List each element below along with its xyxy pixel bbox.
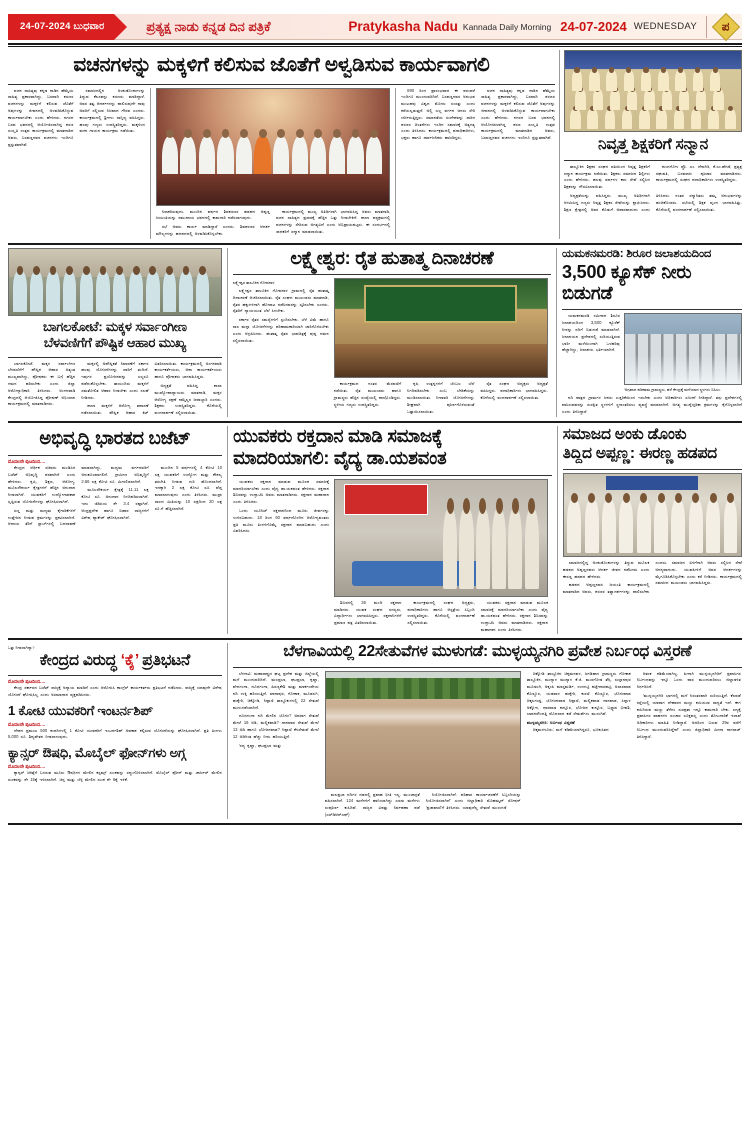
appanna-headline-line2: ತಿದ್ದಿದ ಅಪ್ಪಣ್ಣ: ಈರಣ್ಣ ಹಡಪದ xyxy=(562,445,717,463)
top-vrule xyxy=(559,50,560,239)
bk-para-4: ಅಧ್ಯಕ್ಷತೆ ವಹಿಸಿದ್ದ ಶಾಲಾ ಮುಖ್ಯೋಪಾಧ್ಯಾಯರು ಮಾತನಾಡಿ, ಮಕ್ಕಳ ಆರೋಗ್ಯ ರಕ್ಷಣೆ ನಮ್ಮೆಲ್ಲರ ಜವಾಬ್ದಾರಿ ಎಂದರು. ಶಿಕ್ಷಕರು ಉಪಸ್ಥಿತರಿದ್ದರು. ಕೊನೆಯಲ್ಲಿ ವಂದನಾರ್ಪಣೆ ಸಲ್ಲಿಸಲಾಯಿತು. xyxy=(154,383,222,416)
top-block xyxy=(8,50,742,239)
internship-headline: 1 ಕೋಟಿ ಯುವಕರಿಗೆ ಇಂಟರ್ನಶಿಪ್ xyxy=(8,702,153,718)
lead-headline: ವಚನಗಳನ್ನು ಮಕ್ಕಳಿಗೆ ಕಲಿಸುವ ಜೊತೆಗೆ ಅಳ್ವಡಿಸುವ ಕಾರ್ಯವಾಗಲಿ xyxy=(73,54,490,76)
masthead-rule-thin xyxy=(8,46,742,47)
lead-col-left xyxy=(8,88,145,239)
lakshmeshwar-story xyxy=(233,248,551,418)
bagalkot-photo-row-front xyxy=(11,271,219,312)
appanna-headline-line1: ಸಮಾಜದ ಅಂಕು ಡೊಂಕು xyxy=(562,426,687,444)
retired-teachers-text-bottom xyxy=(564,193,742,214)
lead-col-right xyxy=(401,88,555,239)
lakshmeshwar-headline: ಲಕ್ಷ್ಮೇಶ್ವರ: ರೈತ ಹುತಾತ್ಮ ದಿನಾಚರಣೆ xyxy=(290,247,494,268)
bk-para-1: ಬಾಗಲಕೋಟೆ: ಮಕ್ಕಳ ಸರ್ವಾಂಗೀಣ ಬೆಳವಣಿಗೆಗೆ ಪೌಷ್ಟಿಕ ಆಹಾರ ಅತ್ಯಂತ ಮುಖ್ಯವಾಗಿದ್ದು, ಪೋಷಕರು ಈ ಬಗ್ಗೆ ಹೆಚ್ಚಿನ ಗಮನ ಹರಿಸಬೇಕು ಎಂದು ಜಿಲ್ಲಾ ಆರೋಗ್ಯಾಧಿಕಾರಿ ತಿಳಿಸಿದರು. ಅಂಗನವಾಡಿ ಕೇಂದ್ರದಲ್ಲಿ ಆಯೋಜಿಸಿದ್ದ ಪೋಷಣ್ ಅಭಿಯಾನ ಕಾರ್ಯಕ್ರಮದಲ್ಲಿ ಮಾತನಾಡಿದರು. xyxy=(8,360,76,407)
section-rule-2 xyxy=(8,421,742,423)
bk-para-2: ಮಕ್ಕಳಲ್ಲಿ ಅಪೌಷ್ಟಿಕತೆ ನಿವಾರಣೆಗೆ ಸರ್ಕಾರ ಹಲವು ಯೋಜನೆಗಳನ್ನು ಜಾರಿಗೆ ತಂದಿದೆ. ಇವುಗಳ ಪ್ರಯೋಜನವನ್ನು ಎಲ್ಲರೂ ಪಡೆದುಕೊಳ್ಳಬೇಕು. ತಾಯಂದಿರು ಮಕ್ಕಳಿಗೆ ಸಮತೋಲಿತ ಆಹಾರ ನೀಡಬೇಕು ಎಂದು ಸಲಹೆ ನೀಡಿದರು. xyxy=(81,360,149,400)
lakshmeshwar-row xyxy=(233,278,551,415)
lead-text-left xyxy=(8,88,145,149)
blood-row xyxy=(233,479,552,634)
bg-para-1: ಕೇಂದ್ರದ ಆರ್ಥಿಕ ಸಚಿವರು ಮಂಡಿಸಿದ ಬಜೆಟ್ ಅಭಿವೃದ್ಧಿ ಪರವಾಗಿದೆ ಎಂದು ಹೇಳಿದರು. ಕೃಷಿ, ಶಿಕ್ಷಣ, ಆರೋಗ್ಯ, ಮೂಲಸೌಕರ್ಯ ಕ್ಷೇತ್ರಗಳಿಗೆ ಹೆಚ್ಚಿನ ಅನುದಾನ ನೀಡಲಾಗಿದೆ. ಯುವಕರಿಗೆ ಉದ್ಯೋಗಾವಕಾಶ ಸೃಷ್ಟಿಸುವ ಯೋಜನೆಗಳನ್ನು ಘೋಷಿಸಲಾಗಿದೆ. xyxy=(8,465,76,505)
masthead-brand-subtitle: Kannada Daily Morning xyxy=(462,21,552,32)
bottom-left-stack xyxy=(8,643,222,819)
lead-photo xyxy=(156,88,390,206)
dam-row xyxy=(562,313,742,393)
pr-para-1: ಕೇಂದ್ರ ಸರ್ಕಾರದ ಬಜೆಟ್ ರಾಜ್ಯಕ್ಕೆ ಅನ್ಯಾಯ ಮಾಡಿದೆ ಎಂದು ಆರೋಪಿಸಿ ಕಾಂಗ್ರೆಸ್ ಕಾರ್ಯಕರ್ತರು ಪ್ರತಿಭಟನೆ ನಡೆಸಿದರು. ರಾಜ್ಯಕ್ಕೆ ಯಾವುದೇ ವಿಶೇಷ ಯೋಜನೆ ಘೋಷಿಸಿಲ್ಲ ಎಂದು ಅಸಮಾಧಾನ ವ್ಯಕ್ತಪಡಿಸಿದರು. xyxy=(8,685,222,697)
fl-para-4c: ಚಿಕ್ಕಮಗಳೂರು: ಮಳೆ ಕಡಿಮೆಯಾಗಿದ್ದರೂ, ಭೂಕುಸಿತದ xyxy=(532,726,609,732)
flood-photo-foam xyxy=(326,706,520,727)
photo-row-front xyxy=(567,109,740,130)
lead-text-right xyxy=(401,88,555,144)
lakshmeshwar-col-left xyxy=(233,278,329,415)
masthead-date: 24-07-2024 xyxy=(560,19,627,34)
masthead xyxy=(8,14,742,40)
protest-rule xyxy=(8,675,222,676)
ap-para-1: ಸಮಾಜದಲ್ಲಿದ್ದ ಅಂಕುಡೊಂಕುಗಳನ್ನು ತಿದ್ದುವ ಮೂಲಕ ಹಡಪದ ಅಪ್ಪಣ್ಣನವರು ಆದರ್ಶ ಜೀವನ ನಡೆಸಿದರು ಎಂದು ಈರಣ್ಣ ಹಡಪದ ಹೇಳಿದರು. xyxy=(562,559,650,579)
lakshmeshwar-photo xyxy=(334,278,548,378)
fl-para-2: ಮಲಪ್ರಭಾ ನದಿಗಳ ದಡದಲ್ಲಿ ಪ್ರವಾಹ ಭೀತಿ ಇಲ್ಲ. ಮುಂಜಾಗ್ರತೆ ವಹಿಸಲಾಗಿದೆ. 124 ಮನೆಗಳಿಗೆ ಹಾನಿಯಾಗಿದ್ದು ಎರಡು ಮನೆಗಳು ಸಂಪೂರ್ಣ ಕುಸಿದಿವೆ. ರಾಜ್ಯದ ವಿಪತ್ತು ನಿರ್ವಹಣಾ ಪಡೆ (ಎಸ್‌ಡಿಆರ್‌ಎಫ್) xyxy=(324,791,420,817)
masthead-divider xyxy=(706,16,707,38)
retired-teachers-photo xyxy=(564,50,742,132)
bagalkot-headline-line2: ಬೆಳವಣಿಗೆಗೆ ಪೌಷ್ಟಿಕ ಆಹಾರ ಮುಖ್ಯ xyxy=(43,334,186,350)
retired-teachers-rule xyxy=(564,160,742,161)
lead-body-row xyxy=(8,88,555,239)
blood-headline-line2: ಮಾದರಿಯಾಗಲಿ: ವೈದ್ಯ ಡಾ.ಯಶವಂತ xyxy=(233,448,447,469)
bagalkot-story xyxy=(8,248,222,418)
dam-text-2 xyxy=(562,395,742,415)
lakshmeshwar-col-right xyxy=(334,278,548,415)
blood-photo-people xyxy=(441,508,543,589)
budget-text xyxy=(8,465,222,528)
third-vrule-2 xyxy=(557,426,558,633)
bg-para-4: ಮುಂದಿನ 5 ವರ್ಷಗಳಲ್ಲಿ 4 ಕೋಟಿ 10 ಲಕ್ಷ ಯುವಕರಿಗೆ ಉದ್ಯೋಗ ಮತ್ತು ಕೌಶಲ್ಯ ತರಬೇತಿ ನೀಡುವ ಗುರಿ ಹೊಂದಲಾಗಿದೆ. ಇದಕ್ಕಾಗಿ 2 ಲಕ್ಷ ಕೋಟಿ ರೂ. ವೆಚ್ಚ ಮಾಡಲಾಗುವುದು ಎಂದು ತಿಳಿಸಿದರು. ಮುದ್ರಾ ಸಾಲದ ಮಿತಿಯನ್ನು 10 ಲಕ್ಷದಿಂದ 20 ಲಕ್ಷ ರೂ.ಗೆ ಹೆಚ್ಚಿಸಲಾಗಿದೆ. xyxy=(154,465,223,511)
blood-story xyxy=(233,426,552,633)
second-block xyxy=(8,248,742,418)
lead-para-1: ವಚನ ಸಾಹಿತ್ಯವು ಕನ್ನಡ ನಾಡಿನ ಹೆಮ್ಮೆಯ ಸಾಹಿತ್ಯ ಪ್ರಕಾರವಾಗಿದ್ದು, ಬಸವಾದಿ ಶರಣರ ವಚನಗಳನ್ನು ಮಕ್ಕಳಿಗೆ ಕಲಿಸುವ ಜೊತೆಗೆ ಅವುಗಳನ್ನು ಜೀವನದಲ್ಲಿ ಅಳವಡಿಸಿಕೊಳ್ಳುವ ಕಾರ್ಯವಾಗಬೇಕು ಎಂದು ಹೇಳಿದರು. ನಗರದ ಬಸವ ಭವನದಲ್ಲಿ ಆಯೋಜಿಸಲಾಗಿದ್ದ ಶರಣ ಸಂಸ್ಕೃತಿ ಉತ್ಸವ ಕಾರ್ಯಕ್ರಮದಲ್ಲಿ ಮಾತನಾಡಿದ ಅವರು, ಬಸವಣ್ಣನವರ ವಚನಗಳು ಇಂದಿಗೂ ಪ್ರಸ್ತುತವಾಗಿವೆ. xyxy=(8,87,74,147)
bottom-block xyxy=(8,643,742,819)
blood-headline-line1: ಯುವಕರು ರಕ್ತದಾನ ಮಾಡಿ ಸಮಾಜಕ್ಕೆ xyxy=(233,426,443,447)
appanna-photo-people xyxy=(566,499,740,553)
protest-headline-post: ಪ್ರತಿಭಟನೆ xyxy=(138,652,191,670)
lead-rule xyxy=(8,84,555,85)
second-vrule-2 xyxy=(556,248,557,418)
photo-table xyxy=(335,344,547,377)
flood-photo-trees xyxy=(326,678,520,699)
flood-col-5 xyxy=(637,671,741,819)
rt-para-1: ತಾಲ್ಲೂಕಿನ ಶಿಕ್ಷಕರ ಸಂಘದ ವತಿಯಿಂದ ನಿವೃತ್ತ ಶಿಕ್ಷಕರಿಗೆ ಸನ್ಮಾನ ಕಾರ್ಯಕ್ರಮ ನಡೆಯಿತು. ಶಿಕ್ಷಕರು ಸಮಾಜದ ಶಿಲ್ಪಿಗಳು ಎಂದು ಹೇಳಿದರು. ಹಲವು ವರ್ಷಗಳ ಕಾಲ ಸೇವೆ ಸಲ್ಲಿಸಿದ ಶಿಕ್ಷಕರನ್ನು ಗೌರವಿಸಲಾಯಿತು. xyxy=(563,163,650,190)
bg-para-2: ಸಣ್ಣ ಮತ್ತು ಮಧ್ಯಮ ಕೈಗಾರಿಕೆಗಳಿಗೆ ಉತ್ತೇಜನ ನೀಡುವ ಕ್ರಮಗಳನ್ನು ಪ್ರಕಟಿಸಲಾಗಿದೆ. ಆದಾಯ ತೆರಿಗೆ ಸ್ಲಾಬ್‌ಗಳಲ್ಲಿ ಬದಲಾವಣೆ ಮಾಡಲಾಗಿದ್ದು, ಮಧ್ಯಮ ವರ್ಗದವರಿಗೆ ಅನುಕೂಲವಾಗಲಿದೆ. ಗ್ರಾಮೀಣ ಅಭಿವೃದ್ಧಿಗೆ 2.66 ಲಕ್ಷ ಕೋಟಿ ರೂ. ಮೀಸಲಿಡಲಾಗಿದೆ. xyxy=(8,465,149,527)
page-bottom-rule xyxy=(8,823,742,825)
fl-para-4: ಚಿಕ್ಕೋಡಿ ತಾಲ್ಲೂಕಿನ ಚಿಕ್ಕಮನವಳ, ಜಗಡಿಹಾಳ ಗ್ರಾಮಸ್ಥರು ಗೋಕಾಕ ತಾಲ್ಲೂಕಿನ, ಮುನ್ಯಾಳ ಮುನ್ಯಾಳ ಕೆ.ಜಿ. ಮುರಗೋಡ ತೆಗ್ಗಿ, ಸುಲ್ತಾನಪುರ ಮೂಡಲಗಿ, ಅಕ್ಕಂಪಿ ಮಾಸ್ತಮರ್ಡಿ, ಉದಗಟ್ಟಿ ಪಟ್ಟೇದಾರಹಟ್ಟಿ, ಅಲಾರವಾಡ ಕೊಣ್ಣೂರ, ಯಡವಾಳ ಹುಕ್ಕೇರಿ, ಕುರಣಿ ಕೊಣ್ಣೂರ, ಭೋಜವಾಡ ಚಿಕ್ಕಲಗುಡ್ಡ, ಭೋಜನವಾಡ ನಿಪ್ಪಾಣಿ, ಮಲ್ಲಿಕವಾಡ ದಾನವಾಡ, ಸಿದ್ನಾಳ ಅಕ್ಕೋಳ, ಧಾರವಾಡ ಕುನ್ನೂರ, ಭೋಜನ ಕುನ್ನೂರ, ಬಸ್ತ್ವಾಡ ಭೀವಶಿ, ಬಾವನಸೌಂದತ್ತಿ ಮೊದಲಾದ ಕಡೆ ಸೇತುವೆಗಳು ಮುಳುಗಿವೆ. xyxy=(526,670,631,717)
dam-para-1: ಯಮಕನಮರಡಿ ಸಮೀಪದ ಶಿರೂರ ಜಲಾಶಯದಿಂದ 3,500 ಕ್ಯೂಸೆಕ್ ನೀರನ್ನು ನದಿಗೆ ಬಿಡುಗಡೆ ಮಾಡಲಾಗಿದೆ. ಜಲಾನಯನ ಪ್ರದೇಶದಲ್ಲಿ ಸುರಿಯುತ್ತಿರುವ ಭಾರೀ ಮಳೆಯಿಂದಾಗಿ ಒಳಹರಿವು ಹೆಚ್ಚಾಗಿದ್ದು, ಜಲಾಶಯ ಭರ್ತಿಯಾಗಿದೆ. xyxy=(562,313,621,353)
retired-teachers-story xyxy=(564,50,742,239)
dam-para-2: ನದಿ ಪಾತ್ರದ ಗ್ರಾಮಗಳ ಜನರು ಎಚ್ಚರಿಕೆಯಿಂದ ಇರಬೇಕು ಎಂದು ಅಧಿಕಾರಿಗಳು ಸೂಚನೆ ನೀಡಿದ್ದಾರೆ. ತಗ್ಗು ಪ್ರದೇಶಗಳಲ್ಲಿ ವಾಸಿಸುವವರನ್ನು ಸುರಕ್ಷಿತ ಸ್ಥಳಗಳಿಗೆ ಸ್ಥಳಾಂತರಿಸಲು ವ್ಯವಸ್ಥೆ ಮಾಡಲಾಗಿದೆ. ಅಗತ್ಯ ಮುನ್ನೆಚ್ಚರಿಕಾ ಕ್ರಮಗಳನ್ನು ಕೈಗೊಳ್ಳಲಾಗಿದೆ ಎಂದು ತಿಳಿಸಿದ್ದಾರೆ. xyxy=(562,394,743,414)
lakshmeshwar-kicker: ಲಕ್ಷ್ಮೇಶ್ವರ ತಾಲೂಕಿನ ಗೋವನಾಳ xyxy=(232,280,275,286)
lm-para-5: ರೈತ ಸಂಘದ ಅಧ್ಯಕ್ಷರು ಅಧ್ಯಕ್ಷತೆ ವಹಿಸಿದ್ದರು. ಪದಾಧಿಕಾರಿಗಳು ಭಾಗವಹಿಸಿದ್ದರು. ಕೊನೆಯಲ್ಲಿ ವಂದನಾರ್ಪಣೆ ಸಲ್ಲಿಸಲಾಯಿತು. xyxy=(480,381,548,401)
appanna-photo-banner xyxy=(606,476,698,491)
lm-para-4: ಕೃಷಿ ಉತ್ಪನ್ನಗಳಿಗೆ ಬೆಂಬಲ ಬೆಲೆ ನಿಗದಿಪಡಿಸಬೇಕು ಎಂಬ ಬೇಡಿಕೆಯನ್ನು ಮಂಡಿಸಲಾಯಿತು. ನೀರಾವರಿ ಯೋಜನೆಗಳನ್ನು ಶೀಘ್ರವಾಗಿ ಪೂರ್ಣಗೊಳಿಸುವಂತೆ ಒತ್ತಾಯಿಸಲಾಯಿತು. xyxy=(407,381,475,414)
fl-text-1 xyxy=(233,671,319,750)
section-rule-1 xyxy=(8,243,742,245)
bk-para-3: ಶಾಲಾ ಮಕ್ಕಳಿಗೆ ಆರೋಗ್ಯ ತಪಾಸಣೆ ನಡೆಸಲಾಯಿತು. ಪೌಷ್ಟಿಕ ಆಹಾರ ಕಿಟ್ ವಿತರಿಸಲಾಯಿತು. ಕಾರ್ಯಕ್ರಮದಲ್ಲಿ ಅಂಗನವಾಡಿ ಕಾರ್ಯಕರ್ತೆಯರು, ಆಶಾ ಕಾರ್ಯಕರ್ತೆಯರು ಹಾಗೂ ಪೋಷಕರು ಭಾಗವಹಿಸಿದ್ದರು. xyxy=(81,360,222,416)
in-para-1: ದೇಶದ ಪ್ರಮುಖ 500 ಕಂಪನಿಗಳಲ್ಲಿ 1 ಕೋಟಿ ಯುವಕರಿಗೆ ಇಂಟರ್ನಶಿಪ್ ಅವಕಾಶ ಕಲ್ಪಿಸುವ ಯೋಜನೆಯನ್ನು ಘೋಷಿಸಲಾಗಿದೆ. ಪ್ರತಿ ತಿಂಗಳು 5,000 ರೂ. ಶಿಷ್ಯವೇತನ ನೀಡಲಾಗುವುದು. xyxy=(8,727,222,740)
logo-glyph: ಪ xyxy=(722,18,730,33)
blood-photo xyxy=(334,479,548,597)
lm-para-2: ಸರ್ಕಾರ ರೈತರ ಸಮಸ್ಯೆಗಳಿಗೆ ಸ್ಪಂದಿಸಬೇಕು. ಬೆಳೆ ವಿಮೆ ಹಾಗೂ ಸಾಲ ಮನ್ನಾ ಯೋಜನೆಗಳನ್ನು ಪರಿಣಾಮಕಾರಿಯಾಗಿ ಜಾರಿಗೊಳಿಸಬೇಕು ಎಂದು ಆಗ್ರಹಿಸಿದರು. ಹುತಾತ್ಮ ರೈತರ ಭಾವಚಿತ್ರಕ್ಕೆ ಪುಷ್ಪ ನಮನ ಸಲ್ಲಿಸಲಾಯಿತು. xyxy=(232,317,329,343)
budget-headline: ಅಭಿವೃದ್ಧಿ ಭಾರತದ ಬಜೆಟ್ xyxy=(39,428,191,449)
internship-text xyxy=(8,728,222,742)
appanna-photo xyxy=(563,473,742,557)
lead-para-2: ಸಮಾಜದಲ್ಲಿನ ಅಂಕುಡೊಂಕುಗಳನ್ನು ತಿದ್ದುವ ಕೆಲಸವನ್ನು ಶರಣರು ಮಾಡಿದ್ದಾರೆ. ಅವರ ತತ್ವ ಆದರ್ಶಗಳನ್ನು ಪಾಲಿಸುವುದೇ ನಾವು ಅವರಿಗೆ ಸಲ್ಲಿಸುವ ನಿಜವಾದ ಗೌರವ ಎಂದರು. ಕಾರ್ಯಕ್ರಮದಲ್ಲಿ ಶ್ರೀಗಳು ಸಾನ್ನಿಧ್ಯ ವಹಿಸಿದ್ದರು. ಹಲವು ಗಣ್ಯರು ಉಪಸ್ಥಿತರಿದ್ದರು. ಮಕ್ಕಳಿಂದ ವಚನ ಗಾಯನ ಕಾರ್ಯಕ್ರಮ ನಡೆಯಿತು. xyxy=(79,87,145,134)
protest-headline-pre: ಕೇಂದ್ರದ ವಿರುದ್ಧ xyxy=(39,652,121,670)
lead-photo-people xyxy=(157,116,389,181)
protest-kicker-question: ಒತ್ತು ನೀಡಲಾಗಿದ್ಯಾ? xyxy=(8,644,35,650)
dam-rule xyxy=(562,309,742,310)
bagalkot-headline-line1: ಬಾಗಲಕೋಟೆ: ಮಕ್ಕಳ ಸರ್ವಾಂಗೀಣ xyxy=(42,318,187,334)
fl-para-1b: ದೂಧಗಂಗಾ ನದಿ ಮೇಲಿನ ಭೋಜ? ಅವರಾಗ ಸೇತುವೆ ಮೇಲೆ 16 ಅಡಿ, ಮಲ್ಲಿಕವಾಡಿ? ದಾನವಾಡ ಸೇತುವೆ ಮೇಲೆ 13 ಅಡಿ ಹಾಗೂ ಭೋಜನವಾಡ? ನಿಪ್ಪಾಣಿ ಕೆಳಸೇತುವೆ ಮೇಲೆ 12 ಅಡಿಗಿಂತ ಹೆಚ್ಚು ನೀರು ಹರಿಯುತ್ತಿದೆ. xyxy=(232,713,319,739)
dam-photo-caption: 'ಅಗ್ಗವಾದ ಪರಿಣಾಮ ಗ್ರಾಮಸ್ಥರು, ಹಳೆ ಕೇಂದ್ರಕ್ಕೆ ಮಳೆಯಾದ ಸ್ಥಳಗಳು ಬಿಸಿಲು. xyxy=(624,387,721,393)
lm-text-right xyxy=(334,381,548,415)
appanna-rule xyxy=(563,469,742,470)
fl-para-1c: 'ಸದ್ಯ ಕೃಷ್ಣಾ, ಘಟಪ್ರಭಾ ಮತ್ತು xyxy=(238,742,282,748)
blood-col-right xyxy=(334,479,548,634)
fl-para-5: ಆತಂಕ ಕಡಿಮೆಯಾಗಿಲ್ಲ. ಹೀಗಾಗಿ ಮುಳ್ಳಯ್ಯನಗಿರಿಗೆ ಪ್ರವಾಸಿಗರ ನಿರ್ಬಂಧವನ್ನು ಇನ್ನೂ ಒಂದು ವಾರ ಮುಂದುವರಿಸಲು ಜಿಲ್ಲಾಡಳಿತ ನಿರ್ಧರಿಸಿದೆ. xyxy=(636,670,741,690)
masthead-date-badge: 24-07-2024 ಬುಧವಾರ xyxy=(8,14,114,40)
flood-headline: ಬೆಳಗಾವಿಯಲ್ಲಿ 22ಸೇತುವೆಗಳ ಮುಳುಗಡೆ: ಮುಳ್ಳಯ್ಯನಗಿರಿ ಪ್ರವೇಶ ನಿರ್ಬಂಧ ವಿಸ್ತರಣೆ xyxy=(283,642,692,660)
lead-vrule-2 xyxy=(395,88,396,239)
newspaper-page xyxy=(0,14,750,1148)
blood-photo-banner xyxy=(344,484,429,514)
flood-row xyxy=(233,671,742,819)
cheaper-text xyxy=(8,770,222,784)
photo-row-middle xyxy=(567,89,740,110)
ap-para-2: ಹಡಪದ ಅಪ್ಪಣ್ಣನವರ ಜಯಂತಿ ಕಾರ್ಯಕ್ರಮದಲ್ಲಿ ಮಾತನಾಡಿದ ಅವರು, ಶರಣರ ತತ್ವಾದರ್ಶಗಳನ್ನು ಪಾಲಿಸಬೇಕು ಎಂದರು. ಸಮಾಜದ ಏಳಿಗೆಗಾಗಿ ಅವರು ಸಲ್ಲಿಸಿದ ಸೇವೆ ಅನನ್ಯವಾದುದು. ಯುವಪೀಳಿಗೆ ಅವರ ಆದರ್ಶಗಳನ್ನು ಮೈಗೂಡಿಸಿಕೊಳ್ಳಬೇಕು ಎಂದು ಕರೆ ನೀಡಿದರು. ಕಾರ್ಯಕ್ರಮದಲ್ಲಿ ಸಮಾಜದ ಮುಖಂಡರು ಭಾಗವಹಿಸಿದ್ದರು. xyxy=(562,559,742,595)
internship-note: ಮೊದಲನೇ ಪುಟದಿಂದ.... xyxy=(8,721,46,727)
protest-headline xyxy=(8,650,222,672)
lead-cap-2: ಸಭೆ ಅವರು ಕಾರ್ಯ ಮಾಡಿದ್ದಾರೆ ಎಂದರು. ಶಿವಶರಣರ ಆದರ್ಶ ಮೌಲ್ಯಗಳನ್ನು ಹದಪದದಲ್ಲಿ ಅಳವಡಿಸಿಕೊಳ್ಳಬೇಕು. xyxy=(155,224,271,236)
lead-photo-stage-floor xyxy=(157,174,389,204)
second-vrule-1 xyxy=(227,248,228,418)
dam-story xyxy=(562,248,742,418)
fl-text-4c xyxy=(527,727,631,734)
third-block xyxy=(8,426,742,633)
masthead-brand: Pratykasha Nadu xyxy=(348,19,458,34)
photo-backdrop-board xyxy=(364,285,517,322)
bagalkot-photo xyxy=(8,248,222,316)
dam-photo xyxy=(624,313,742,385)
fl-text-2 xyxy=(325,792,521,819)
fl-para-3: ನಿಯೋಜಿಸಲಾಗಿದೆ. ಪರಿಹಾರ ಕಾರ್ಯಾಚರಣೆಗೆ ಸಿಬ್ಬಂದಿಯನ್ನು ನಿಯೋಜಿಸಲಾಗಿದೆ' ಎಂದು ಜಿಲ್ಲಾಧಿಕಾರಿ ಮೊಹಮ್ಮದ್ ರೋಷನ್ 'ಪ್ರಜಾವಾಣಿ'ಗೆ ತಿಳಿಸಿದರು. ಯಾವುದೆಲ್ಲ ಸೇತುವೆ ಮುಳುಗಡೆ xyxy=(425,791,521,811)
lead-cap-1: ನಿರಾಕರಿಸುವುದು. ಮುಂದಿನ ವರ್ಷದ ಶಿವಶರಣರ ಹಡಪದ ಅಪ್ಪಣ್ಣ ಜಯಂತಿಯನ್ನು ಸಮುದಾಯ ಭವನದಲ್ಲಿ ಕಾಮಗಾರಿ ನಡೆಸಲಾಗುವುದು. xyxy=(155,208,271,221)
appanna-story xyxy=(563,426,742,633)
budget-kicker: ಮೊದಲನೇ ಪುಟದಿಂದ.... xyxy=(8,459,46,465)
flood-story xyxy=(233,643,742,819)
dam-col-text xyxy=(562,313,620,393)
dam-headline-line2: 3,500 ಕ್ಯೂಸೆಕ್ ನೀರು ಬಿಡುಗಡೆ xyxy=(562,262,692,303)
third-vrule-1 xyxy=(227,426,228,633)
lm-para-1: ಲಕ್ಷ್ಮೇಶ್ವರ ತಾಲೂಕಿನ ಗೋವನಾಳ ಗ್ರಾಮದಲ್ಲಿ ರೈತ ಹುತಾತ್ಮ ದಿನಾಚರಣೆ ಆಚರಿಸಲಾಯಿತು. ರೈತ ಸಂಘದ ಮುಖಂಡರು ಮಾತನಾಡಿ, ರೈತರ ಹಕ್ಕುಗಳಿಗಾಗಿ ಹೋರಾಟ ನಡೆಸಿದವರನ್ನು ಸ್ಮರಿಸಬೇಕು ಎಂದರು. ರೈತರಿಗೆ ನ್ಯಾಯಯುತ ಬೆಲೆ ಸಿಗಬೇಕು. xyxy=(232,288,329,314)
lm-text-left xyxy=(233,288,329,344)
budget-rule xyxy=(8,455,222,456)
bd-para-5: ಯುವಕರು ರಕ್ತದಾನ ಮಾಡುವ ಮೂಲಕ ಸಮಾಜಕ್ಕೆ ಮಾದರಿಯಾಗಬೇಕು ಎಂದು ವೈದ್ಯ ಡಾ.ಯಶವಂತ ಹೇಳಿದರು. ರಕ್ತದಾನ ಶಿಬಿರವನ್ನು ಉದ್ಘಾಟಿಸಿ ಅವರು ಮಾತನಾಡಿದರು. ರಕ್ತದಾನ ಮಹಾದಾನ ಎಂದು ತಿಳಿಸಿದರು. xyxy=(480,599,549,632)
fl-subhead-4b: ಮುಳ್ಳಯ್ಯನಗಿರಿ: ನಿರ್ಬಂಧ ವಿಸ್ತರಣೆ xyxy=(526,720,575,726)
retired-teachers-headline: ನಿವೃತ್ತ ಶಿಕ್ಷಕರಿಗೆ ಸನ್ಮಾನ xyxy=(597,136,709,153)
bd-para-3: ಶಿಬಿರದಲ್ಲಿ 36 ಮಂದಿ ರಕ್ತದಾನ ಮಾಡಿದರು. ಯುವಕ ಸಂಘದ ಸದಸ್ಯರು, ವಿದ್ಯಾರ್ಥಿಗಳು ಭಾಗವಹಿಸಿದ್ದರು. ರಕ್ತದಾನಿಗಳಿಗೆ ಪ್ರಮಾಣ ಪತ್ರ ವಿತರಿಸಲಾಯಿತು. xyxy=(334,599,402,626)
bg-para-3: ಮೂಲಸೌಕರ್ಯ ಕ್ಷೇತ್ರಕ್ಕೆ 11.11 ಲಕ್ಷ ಕೋಟಿ ರೂ. ಅನುದಾನ ನಿಗದಿಪಡಿಸಲಾಗಿದೆ. ಇದು ಜಿಡಿಪಿಯ ಶೇ 3.4 ರಷ್ಟಾಗಿದೆ. ಆಂಧ್ರಪ್ರದೇಶ ಹಾಗೂ ಬಿಹಾರ ರಾಜ್ಯಗಳಿಗೆ ವಿಶೇಷ ಪ್ಯಾಕೇಜ್ ಘೋಷಿಸಲಾಗಿದೆ. xyxy=(81,487,149,520)
rt-para-2: ಕುಂದಗೋಳ ಪ್ರೊ. ಎಂ. ದೇವಗಿರಿ, ಕೆ.ಎಂ.ಹೆಗಡೆ, ಪ್ರತ್ಯಕ್ಷ ರಘುಪತಿ, ಬಸವರಾಜ ಪೂಜಾರ ಮಾತನಾಡಿದರು. ಕಾರ್ಯಕ್ರಮದಲ್ಲಿ ಸಂಘದ ಪದಾಧಿಕಾರಿಗಳು ಉಪಸ್ಥಿತರಿದ್ದರು. xyxy=(655,163,742,183)
lead-para-4: 890 ರಿಂದ ಪ್ರಾರಂಭವಾದ ಈ ಪರಂಪರೆ ಇಂದಿಗೂ ಮುಂದುವರಿದಿದೆ. ಬಸವಣ್ಣನವರ ಅನುಭವ ಮಂಟಪವು ವಿಶ್ವದ ಮೊದಲ ಸಂಸತ್ತು ಎಂದು ಕರೆಯಲ್ಪಡುತ್ತದೆ. ಅಲ್ಲಿ ಎಲ್ಲ ವರ್ಗದ ಜನರು ಸೇರಿ ಚರ್ಚಿಸುತ್ತಿದ್ದರು. ಸಮಾನತೆಯ ಸಂದೇಶವನ್ನು ಸಾರಿದ ಶರಣರ ಚಿಂತನೆಗಳು ಇಂದಿನ ಸಮಾಜಕ್ಕೆ ಅತ್ಯಗತ್ಯ ಎಂದು ತಿಳಿಸಿದರು. ಕಾರ್ಯಕ್ರಮದಲ್ಲಿ ಪದಾಧಿಕಾರಿಗಳು, ಭಕ್ತರು ಹಾಗೂ ಸಾರ್ವಜನಿಕರು ಹಾಜರಿದ್ದರು. xyxy=(401,87,476,141)
flood-photo xyxy=(325,671,521,789)
fl-text-5 xyxy=(637,671,741,741)
fl-para-1: ಬೆಳಗಾವಿ: ಮಹಾರಾಷ್ಟ್ರದ ಘಟ್ಟ ಪ್ರದೇಶ ಮತ್ತು ಜಿಲ್ಲೆಯಲ್ಲಿ ಮಳೆ ಮುಂದುವರಿದಿದೆ. ಮಲಪ್ರಭಾ, ಘಟಪ್ರಭಾ, ಕೃಷ್ಣಾ, ವೇದಗಂಗಾ, ದೂಧಗಂಗಾ, ಹಿರಣ್ಯಕೇಶಿ ಮತ್ತು ಮಾರ್ಕಂಡೇಯ ನದಿ ಉಕ್ಕಿ ಹರಿಯುತ್ತಿದೆ. ಖಾನಾಪುರ, ಗೋಕಾಕ, ಮೂಡಲಗಿ, ಹುಕ್ಕೇರಿ, ಚಿಕ್ಕೋಡಿ, ನಿಪ್ಪಾಣಿ ತಾಲ್ಲೂಕುಗಳಲ್ಲಿ 22 ಸೇತುವೆ ಮುಳುಗಡೆಯಾಗಿದೆ. xyxy=(232,670,319,710)
retired-teachers-text-top xyxy=(564,164,742,191)
budget-story xyxy=(8,426,222,633)
publication-logo-icon xyxy=(712,12,740,40)
ch-para-1: ಕ್ಯಾನ್ಸರ್ ಚಿಕಿತ್ಸೆಗೆ ಬಳಸುವ ಮೂರು ಔಷಧಿಗಳ ಮೇಲಿನ ಕಸ್ಟಮ್ಸ್ ಸುಂಕವನ್ನು ರದ್ದುಗೊಳಿಸಲಾಗಿದೆ. ಮೊಬೈಲ್ ಫೋನ್ ಮತ್ತು ಚಾರ್ಜರ್ ಮೇಲಿನ ಸುಂಕವನ್ನು ಶೇ 15ಕ್ಕೆ ಇಳಿಸಲಾಗಿದೆ. ಚಿನ್ನ ಮತ್ತು ಬೆಳ್ಳಿ ಮೇಲಿನ ಸುಂಕ ಶೇ 6ಕ್ಕೆ ಇಳಿಕೆ. xyxy=(8,770,222,782)
fl-para-5b: 'ಮುಳ್ಳಯ್ಯನಗಿರಿ ಭಾಗದಲ್ಲಿ ಮಳೆ ನಿರಂತರವಾಗಿ ಸುರಿಯುತ್ತಿದೆ. ಕೆಲವಡೆ ರಸ್ತೆಯಲ್ಲಿ ಯಾವಾಗ ದೇಹಾರದ ಮಣ್ಣು ಕುಸಿಯುವ ಸಾಧ್ಯತೆ ಇದೆ. ಈಗ ಕುಸಿದಿರುವ ಮಣ್ಣು ತೆಗೆದು ಸುರಕ್ಷತಾ ಇನ್ನೂ ಕಾಮಗಾರಿ ಬೇಕು. ಸದ್ಯಕ್ಕೆ ಪ್ರವಾಸಿಗರ ವಾಹನಗಳ ಸಂಚಾರ ಸೂಕ್ತವಲ್ಲ ಎಂದು ತೋಟಗಾರಿಕೆ ಇಲಾಖೆ ಅಧಿಕಾರಿಗಳು ಮಾಹಿತಿ ನೀಡಿದ್ದಾರೆ. ಅದರಿಂದ ಬರುವ 29ರ ವರೆಗೆ ನಿರ್ಬಂಧ ಮುಂದುವರಿಸಿದ್ದೇವೆ' ಎಂದು ಜಿಲ್ಲಾಧಿಕಾರಿ ಮೀನಾ ನಾಗರಾಜ್ ತಿಳಿಸಿದ್ದಾರೆ. xyxy=(636,692,741,739)
dam-text-1 xyxy=(562,313,620,354)
lead-vrule-1 xyxy=(150,88,151,239)
bd-text-right xyxy=(334,600,548,634)
lead-story xyxy=(8,50,555,239)
page-content xyxy=(0,50,750,825)
dam-headline-line1: ಯಮಕನಮರಡಿ: ಶಿರೂರ ಜಲಾಶಯದಿಂದ xyxy=(562,247,712,260)
dam-photo-spray xyxy=(625,355,741,384)
bagalkot-text xyxy=(8,361,222,417)
lead-caption-text xyxy=(156,209,390,239)
lead-para-3: ಕಾರ್ಯಕ್ರಮದಲ್ಲಿ ಮುಖ್ಯ ಅತಿಥಿಗಳಾಗಿ ಭಾಗವಹಿಸಿದ್ದ ಅವರು ಮಾತನಾಡಿ, ವಚನ ಸಾಹಿತ್ಯದ ಪ್ರಸಾರಕ್ಕೆ ಹೆಚ್ಚಿನ ಒತ್ತು ನೀಡಬೇಕಿದೆ. ಶಾಲಾ ಪಠ್ಯಕ್ರಮದಲ್ಲಿ ವಚನಗಳನ್ನು ಸೇರಿಸುವ ಅಗತ್ಯವಿದೆ ಎಂದು ಅಭಿಪ್ರಾಯಪಟ್ಟರು. ಈ ಸಂದರ್ಭದಲ್ಲಿ ಸಾಧಕರಿಗೆ ಸನ್ಮಾನ ಮಾಡಲಾಯಿತು. xyxy=(276,208,391,234)
bd-para-1: ಯುವಕರು ರಕ್ತದಾನ ಮಾಡುವ ಮೂಲಕ ಸಮಾಜಕ್ಕೆ ಮಾದರಿಯಾಗಬೇಕು ಎಂದು ವೈದ್ಯ ಡಾ.ಯಶವಂತ ಹೇಳಿದರು. ರಕ್ತದಾನ ಶಿಬಿರವನ್ನು ಉದ್ಘಾಟಿಸಿ ಅವರು ಮಾತನಾಡಿದರು. ರಕ್ತದಾನ ಮಹಾದಾನ ಎಂದು ತಿಳಿಸಿದರು. xyxy=(233,478,330,505)
bd-para-2: ಒಂದು ಯೂನಿಟ್ ರಕ್ತದಾನದಿಂದ ಮೂರು ಜೀವಗಳನ್ನು ಉಳಿಸಬಹುದು. 18 ರಿಂದ 60 ವರ್ಷದೊಳಗಿನ ಆರೋಗ್ಯವಂತರು ಪ್ರತಿ ಮೂರು ತಿಂಗಳಿಗೊಮ್ಮೆ ರಕ್ತದಾನ ಮಾಡಬಹುದು ಎಂದು ವಿವರಿಸಿದರು. xyxy=(233,507,330,534)
flood-col-photo xyxy=(325,671,521,819)
flood-col-1 xyxy=(233,671,319,819)
protest-note: ಮೊದಲನೇ ಪುಟದಿಂದ.... xyxy=(8,679,46,685)
cheaper-note: ಮೊದಲನೇ ಪುಟದಿಂದ.... xyxy=(8,764,46,770)
masthead-kannada-title: ಪ್ರತ್ಯಕ್ಷ ನಾಡು ಕನ್ನಡ ದಿನ ಪತ್ರಿಕೆ xyxy=(146,18,271,34)
blood-rule xyxy=(233,475,552,476)
cheaper-headline: ಕ್ಯಾನ್ಸರ್ ಔಷಧಿ, ಮೊಬೈಲ್ ಫೋನ್‌ಗಳು ಅಗ್ಗ xyxy=(8,745,186,761)
appanna-text xyxy=(563,560,742,596)
flood-rule xyxy=(233,667,742,668)
fl-text-4 xyxy=(527,671,631,719)
lead-col-center xyxy=(156,88,390,239)
blood-col-left xyxy=(233,479,329,634)
bd-text-left xyxy=(233,479,329,535)
bottom-vrule-1 xyxy=(227,643,228,819)
protest-text xyxy=(8,685,222,699)
dam-col-photo xyxy=(624,313,742,393)
bd-para-4: ಕಾರ್ಯಕ್ರಮದಲ್ಲಿ ಸಂಘದ ಅಧ್ಯಕ್ಷರು, ಪದಾಧಿಕಾರಿಗಳು ಹಾಗೂ ಆಸ್ಪತ್ರೆಯ ಸಿಬ್ಬಂದಿ ಉಪಸ್ಥಿತರಿದ್ದರು. ಕೊನೆಯಲ್ಲಿ ವಂದನಾರ್ಪಣೆ ಸಲ್ಲಿಸಲಾಯಿತು. xyxy=(407,599,475,626)
rt-para-3: ಅಧ್ಯಕ್ಷತೆಯನ್ನು ವಹಿಸಿದ್ದರು. ಮುಖ್ಯ ಅತಿಥಿಗಳಾಗಿ ಆಗಮಿಸಿದ್ದ ಗಣ್ಯರು ನಿವೃತ್ತ ಶಿಕ್ಷಕರ ಸೇವೆಯನ್ನು ಶ್ಲಾಘಿಸಿದರು. ಶಿಕ್ಷಣ ಕ್ಷೇತ್ರದಲ್ಲಿ ಅವರ ಕೊಡುಗೆ ಅಪಾರವಾದುದು ಎಂದು ತಿಳಿಸಿದರು. ನಂತರ ಸನ್ಮಾನಿತರು ತಮ್ಮ ಅನುಭವಗಳನ್ನು ಹಂಚಿಕೊಂಡರು. ಸಭೆಯಲ್ಲಿ ಶಿಕ್ಷಕ ವೃಂದ ಭಾಗವಹಿಸಿತ್ತು. ಕೊನೆಯಲ್ಲಿ ವಂದನಾರ್ಪಣೆ ಸಲ್ಲಿಸಲಾಯಿತು. xyxy=(563,193,742,212)
bagalkot-rule xyxy=(8,357,222,358)
masthead-weekday: WEDNESDAY xyxy=(633,21,697,32)
flood-col-4 xyxy=(527,671,631,819)
lead-para-5: ವಚನ ಸಾಹಿತ್ಯವು ಕನ್ನಡ ನಾಡಿನ ಹೆಮ್ಮೆಯ ಸಾಹಿತ್ಯ ಪ್ರಕಾರವಾಗಿದ್ದು, ಬಸವಾದಿ ಶರಣರ ವಚನಗಳನ್ನು ಮಕ್ಕಳಿಗೆ ಕಲಿಸುವ ಜೊತೆಗೆ ಅವುಗಳನ್ನು ಜೀವನದಲ್ಲಿ ಅಳವಡಿಸಿಕೊಳ್ಳುವ ಕಾರ್ಯವಾಗಬೇಕು ಎಂದು ಹೇಳಿದರು. ನಗರದ ಬಸವ ಭವನದಲ್ಲಿ ಆಯೋಜಿಸಲಾಗಿದ್ದ ಶರಣ ಸಂಸ್ಕೃತಿ ಉತ್ಸವ ಕಾರ್ಯಕ್ರಮದಲ್ಲಿ ಮಾತನಾಡಿದ ಅವರು, ಬಸವಣ್ಣನವರ ವಚನಗಳು ಇಂದಿಗೂ ಪ್ರಸ್ತುತವಾಗಿವೆ. xyxy=(481,87,555,141)
lakshmeshwar-rule xyxy=(233,274,551,275)
photo-row-back xyxy=(567,70,740,91)
masthead-rule-thick xyxy=(8,43,742,45)
section-rule-3 xyxy=(8,638,742,640)
lm-para-3: ಕಾರ್ಯಕ್ರಮದ ನಂತರ ಮೆರವಣಿಗೆ ನಡೆಯಿತು. ರೈತ ಮುಖಂಡರು ಹಾಗೂ ಗ್ರಾಮಸ್ಥರು ಹೆಚ್ಚಿನ ಸಂಖ್ಯೆಯಲ್ಲಿ ಪಾಲ್ಗೊಂಡಿದ್ದರು. ಸ್ಥಳೀಯ ಗಣ್ಯರು ಉಪಸ್ಥಿತರಿದ್ದರು. xyxy=(333,381,402,407)
protest-headline-highlight: ‘ಕೈ’ xyxy=(120,652,139,670)
